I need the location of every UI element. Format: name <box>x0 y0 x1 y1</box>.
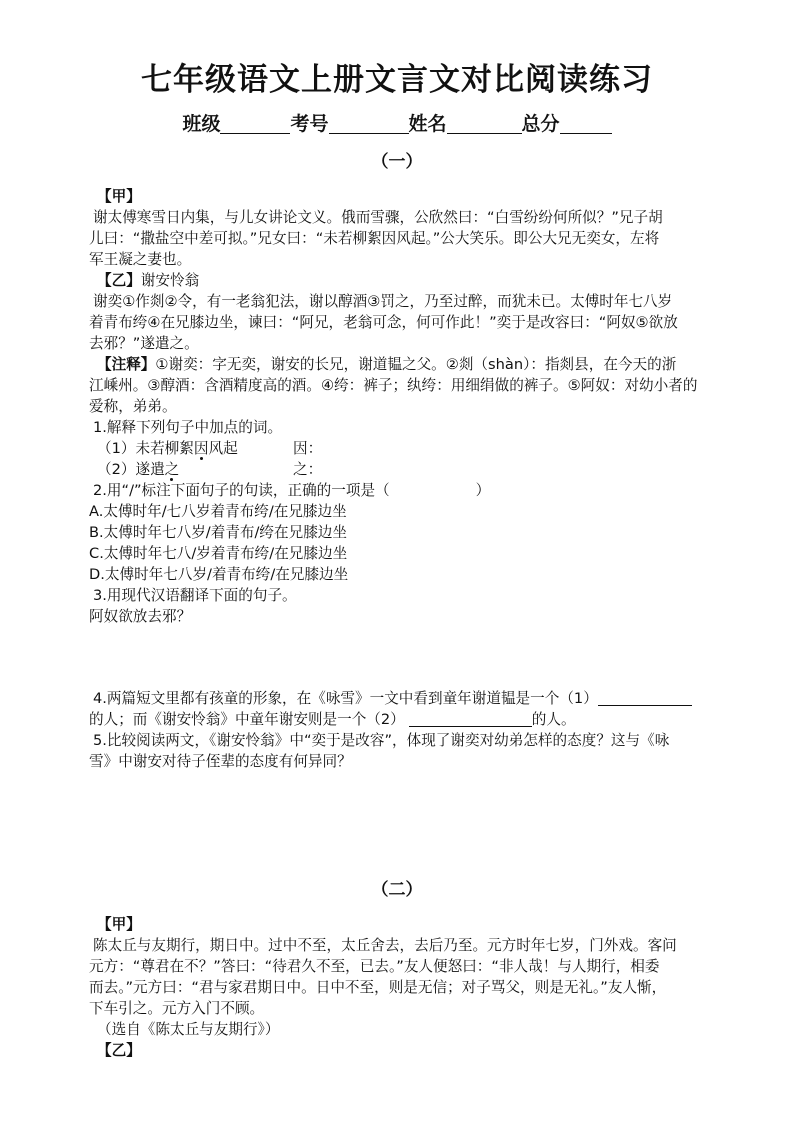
question-3-sentence: 阿奴欲放去邪？ <box>89 608 192 625</box>
question-2: 2.用“/”标注下面句子的句读，正确的一项是（ ） <box>93 482 491 499</box>
student-info-row <box>0 110 794 138</box>
yi-heading <box>97 270 747 291</box>
jia-text-line: 军王凝之妻也。 <box>89 251 192 268</box>
yi-tag: 【乙】 <box>97 272 141 289</box>
question-1: 1.解释下列句子中加点的词。 <box>93 419 283 436</box>
option-c[interactable]: C.太傅时年七八/岁着青布绔/在兄膝边坐 <box>89 545 348 562</box>
score-label: 总分 <box>521 113 560 135</box>
question-5: 5.比较阅读两文，《谢安怜翁》中“奕于是改容”，体现了谢奕对幼弟怎样的态度？这与《咏 <box>93 732 670 749</box>
jia-text-line: 谢太傅寒雪日内集，与儿女讲论文义。俄而雪骤，公欣然曰：“白雪纷纷何所似？”兄子胡 <box>93 209 663 226</box>
exam-no-label: 考号 <box>290 113 329 135</box>
yi-text-line: 谢奕①作剡②令，有一老翁犯法，谢以醇酒③罚之，乃至过醉，而犹未已。太傅时年七八岁 <box>93 293 673 310</box>
question-1-item: （1）未若柳絮因风起 <box>97 440 238 457</box>
note-tag: 【注释】 <box>97 356 156 373</box>
page-title: 七年级语文上册文言文对比阅读练习 <box>141 62 653 98</box>
question-4: 的人；而《谢安怜翁》中童年谢安则是一个（2） 的人。 <box>89 711 576 728</box>
jia-text-line: 儿曰：“撒盐空中差可拟。”兄女曰：“未若柳絮因风起。”公大笑乐。即公大兄无奕女，左将 <box>89 230 660 247</box>
question-4: 4.两篇短文里都有孩童的形象，在《咏雪》一文中看到童年谢道韫是一个（1） <box>93 688 743 709</box>
name-blank[interactable] <box>447 113 522 134</box>
score-blank[interactable] <box>560 113 612 134</box>
section-1-heading: （一） <box>371 152 423 172</box>
class-blank[interactable] <box>220 113 290 134</box>
jia-text-line: 下车引之。元方入门不顾。 <box>89 1000 265 1017</box>
jia-tag: 【甲】 <box>97 188 141 205</box>
yi-title: 谢安怜翁 <box>140 272 200 289</box>
option-d[interactable]: D.太傅时年七八岁/着青布绔/在兄膝边坐 <box>89 566 349 583</box>
question-5: 雪》中谢安对待子侄辈的态度有何异同？ <box>89 753 352 770</box>
question-4-blank-2[interactable] <box>409 710 532 727</box>
exam-no-blank[interactable] <box>329 113 409 134</box>
jia-text-line: 而去。”元方曰：“君与家君期日中。日中不至，则是无信；对子骂父，则是无礼。”友人惭， <box>89 979 667 996</box>
jia-tag: 【甲】 <box>97 916 141 933</box>
question-1-answer[interactable]: 因： <box>293 440 323 457</box>
note-line: 江嵊州。③醇酒：含酒精度高的酒。④绔：裤子；纨绔：用细绢做的裤子。⑤阿奴：对幼小者的 <box>89 377 698 394</box>
question-4-blank-1[interactable] <box>598 689 692 706</box>
yi-tag: 【乙】 <box>97 1042 141 1059</box>
note-line: 【注释】①谢奕：字无奕，谢安的长兄，谢道韫之父。②剡（shàn）：指剡县，在今天的浙 <box>97 356 677 373</box>
yi-text-line: 着青布绔④在兄膝边坐，谏曰：“阿兄，老翁可念，何可作此！”奕于是改容曰：“阿奴⑤欲放 <box>89 314 678 331</box>
question-3: 3.用现代汉语翻译下面的句子。 <box>93 587 297 604</box>
jia-text-line: 元方：“尊君在不？”答曰：“待君久不至，已去。”友人便怒曰：“非人哉！与人期行，相委 <box>89 958 660 975</box>
yi-text-line: 去邪？”遂遣之。 <box>89 335 199 352</box>
jia-text-line: 陈太丘与友期行，期日中。过中不至，太丘舍去，去后乃至。元方时年七岁，门外戏。客问 <box>93 937 677 954</box>
option-b[interactable]: B.太傅时年七八岁/着青布/绔在兄膝边坐 <box>89 524 347 541</box>
section-2-heading: （二） <box>371 880 423 900</box>
dotted-word: 之 <box>164 461 180 478</box>
question-1-item: （2）遂遣之 <box>97 461 180 478</box>
source-citation: （选自《陈太丘与友期行》） <box>97 1021 280 1038</box>
option-a[interactable]: A.太傅时年/七八岁着青布绔/在兄膝边坐 <box>89 503 347 520</box>
question-1-answer[interactable]: 之： <box>293 461 323 478</box>
dotted-word: 因 <box>193 440 209 457</box>
note-line: 爱称，弟弟。 <box>89 398 177 415</box>
name-label: 姓名 <box>408 113 447 135</box>
class-label: 班级 <box>182 113 221 135</box>
